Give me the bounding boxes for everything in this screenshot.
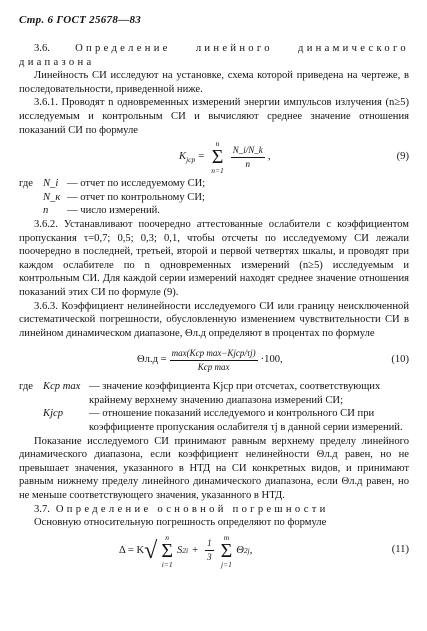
root-sign: √: [144, 537, 158, 564]
definitions-formula-10: [19, 380, 409, 434]
paragraph-3-7: Основную относительную погрешность определяют по формуле: [34, 517, 327, 529]
section-title: Определение линейного динамического диапазона: [19, 43, 409, 68]
definitions-formula-9: [19, 177, 409, 218]
formula-number-10: (10): [391, 354, 409, 366]
paragraph-3-6-3: 3.6.3. Коэффициент нелинейности исследуемого СИ или границу неисключенной систематической погрешности, обусловленную изменением чувствительности СИ в линейном динамическом диапазоне, Θл.д определяют в процентах по формуле: [19, 300, 409, 339]
formula-11: [19, 533, 409, 569]
formula-9-fraction: $\frac{N\_i/N\_k}{n}$: [232, 144, 263, 169]
section-heading-3-6: [19, 42, 409, 69]
formula-9: [19, 140, 409, 174]
paragraph-3-6-1: 3.6.1. Проводят n одновременных измерений энергии импульсов излучения (n≥5) исследуемым и контрольным СИ и вычисляют среднее значение отношения показаний СИ по формуле: [19, 97, 409, 136]
formula-9-lhs: $K_{jcp}$: [179, 151, 196, 165]
section-number: 3.6.: [34, 43, 50, 54]
paragraph-3-6-2: 3.6.2. Устанавливают поочередно аттестованные ослабители с коэффициентом пропускания τ=0,7; 0,5; 0,3; 0,1, чтобы отсчеты по исследуемому СИ лежали поочередно в последней, третьей, второй и первой четвертях шкалы, и проводят при каждом ослабителе по n одновременных измерений (n≥5) исследуемым и контрольным СИ. Для каждой серии измерений находят среднее значение отношения показаний этих СИ по формуле (9).: [19, 218, 409, 298]
formula-10-body: Θл.д = $\frac{\text{max(Kср max−Kjср/τj)}}{\text{Kср max}}$ ·100,: [137, 347, 283, 372]
formula-9-body: $K_{jcp}$ = n Σ n=1 $\frac{N\_i/N\_k}{n}$ ,: [179, 139, 271, 176]
section-heading-3-7: [19, 503, 409, 517]
definition-row: где Kср max — значение коэффициента Kjср при отсчетах, соответствующих крайнему верхнему значению диапазона измерений СИ;: [19, 381, 381, 406]
summation-sign: m Σ j=1: [220, 532, 233, 569]
page-content: [19, 42, 409, 572]
formula-10-fraction: $\frac{\text{max(Kср max−Kjср/τj)}}{\text{Kср max}}$: [171, 347, 256, 372]
definition-row: где N_i — отчет по исследуемому СИ;: [19, 178, 206, 190]
section-title: Определение основной погрешности: [55, 503, 329, 515]
definition-row: n — число измерений.: [43, 205, 160, 217]
formula-number-9: (9): [396, 151, 409, 163]
summation-sign: n Σ n=1: [211, 139, 224, 176]
formula-11-body: Δ = K √ n Σ i=1 S 2 i + $\frac{1}{3}$ m Σ j=1 Θ 2 j ,: [119, 532, 253, 569]
paragraph-linearity: Линейность СИ исследуют на установке, схема которой приведена на чертеже, в последовательности, приведенной ниже.: [19, 70, 409, 95]
summation-sign: n Σ i=1: [161, 532, 173, 569]
formula-10: [19, 343, 409, 377]
page-header: Стр. 6 ГОСТ 25678—83: [19, 14, 142, 26]
formula-number-11: (11): [391, 543, 409, 555]
definition-row: Kjср — отношение показаний исследуемого и контрольного СИ при коэффициенте пропускания ослабителя τj в данной серии измерений.: [43, 408, 403, 434]
formula-11-fraction: $\frac{1}{3}$: [207, 538, 212, 563]
paragraph-range-value: Показание исследуемого СИ принимают равным верхнему пределу линейного динамического диапазона, если коэффициент нелинейности Θл.д равен, но не превышает значения, указанного в НТД на СИ конкретных видов, и принимают равным нижнему пределу линейного динамического диапазона, если Θл.д равен, но не меньше соответствующего значения, указанного в НТД.: [19, 435, 409, 502]
definition-row: N_к — отчет по контрольному СИ;: [43, 191, 205, 203]
section-number: 3.7.: [34, 503, 50, 515]
